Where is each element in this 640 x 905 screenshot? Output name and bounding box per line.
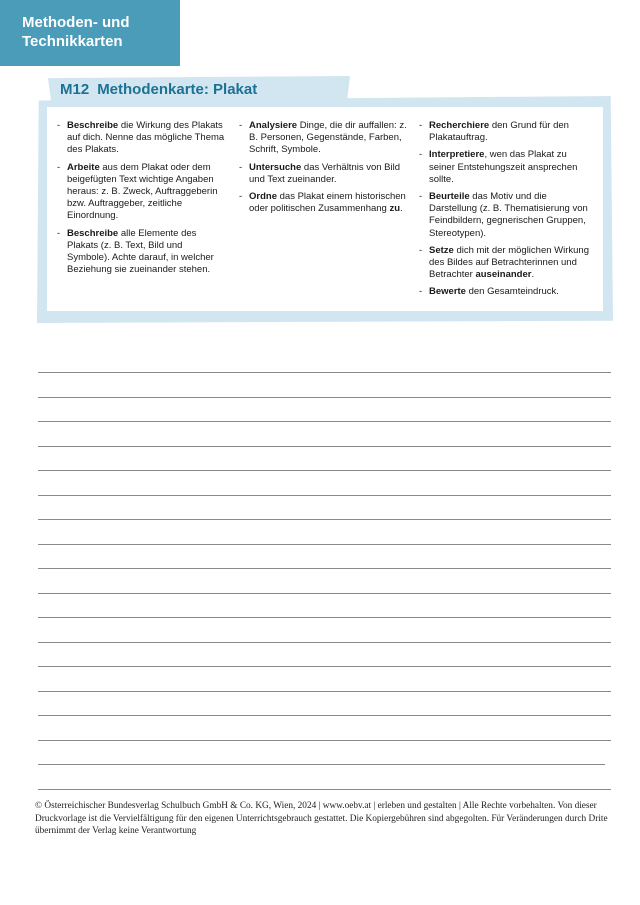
- writing-line: [38, 496, 611, 521]
- writing-line: [38, 545, 611, 570]
- card-title-text: Methodenkarte: Plakat: [97, 81, 258, 98]
- writing-line: [38, 667, 611, 692]
- list-item: - Arbeite aus dem Plakat oder dem beigefügten Text wichtige Angaben heraus: z. B. Zweck, Auftraggeberin bzw. Auftraggeber, zeitliche Einordnung.: [57, 162, 227, 223]
- section-tab-line2: Technikkarten: [22, 33, 123, 50]
- writing-line: [38, 716, 611, 741]
- writing-line: [38, 765, 611, 790]
- card-title: [60, 81, 257, 98]
- writing-line: [38, 447, 611, 472]
- list-item: - Beschreibe die Wirkung des Plakats auf dich. Nenne das mögliche Thema des Plakats.: [57, 120, 227, 157]
- writing-line: [38, 741, 605, 766]
- writing-line: [38, 471, 611, 496]
- section-tab-line1: Methoden- und: [22, 14, 130, 31]
- writing-line: [38, 594, 611, 619]
- writing-line: [38, 398, 611, 423]
- writing-line: [38, 373, 611, 398]
- card-number: M12: [60, 81, 90, 98]
- writing-line: [38, 520, 611, 545]
- list-item: - Setze dich mit der möglichen Wirkung des Bildes auf Betrachterinnen und Betrachter auseinander.: [419, 245, 595, 282]
- writing-line: [38, 422, 611, 447]
- list-item: - Untersuche das Verhältnis von Bild und Text zueinander.: [239, 162, 411, 186]
- writing-line: [38, 643, 611, 668]
- list-item: - Beschreibe alle Elemente des Plakats (z. B. Text, Bild und Symbole). Achte darauf, in welcher Beziehung sie zueinander stehen.: [57, 228, 227, 277]
- list-item: - Interpretiere, wen das Plakat zu seiner Entstehungszeit ansprechen sollte.: [419, 149, 595, 186]
- card-column-1: [57, 120, 227, 281]
- card-column-3: [419, 120, 595, 304]
- list-item: - Analysiere Dinge, die dir auffallen: z. B. Personen, Gegenstände, Farben, Schrift, Symbole.: [239, 120, 411, 157]
- copyright-footer: © Österreichischer Bundesverlag Schulbuch GmbH & Co. KG, Wien, 2024 | www.oebv.at | erleben und gestalten | Alle Rechte vorbehalten. Von dieser Druckvorlage ist die Vervielfältigung für den eigenen Unterrichtsgebrauch gestattet. Die Kopiergebühren sind abgegolten. Für Veränderungen durch Drite übernimmt der Verlag keine Verantwortung: [35, 801, 608, 836]
- writing-line: [38, 692, 611, 717]
- list-item: - Ordne das Plakat einem historischen oder politischen Zusammenhang zu.: [239, 191, 411, 215]
- writing-line: [38, 569, 611, 594]
- list-item: - Recherchiere den Grund für den Plakatauftrag.: [419, 120, 595, 144]
- list-item: - Beurteile das Motiv und die Darstellung (z. B. Thematisierung von Feindbildern, gegnerischen Gruppen, Stereotypen).: [419, 191, 595, 240]
- section-tab: [0, 0, 180, 66]
- card-column-2: [239, 120, 411, 220]
- writing-line: [38, 618, 611, 643]
- list-item: - Bewerte den Gesamteindruck.: [419, 286, 595, 298]
- writing-lines: [38, 372, 611, 790]
